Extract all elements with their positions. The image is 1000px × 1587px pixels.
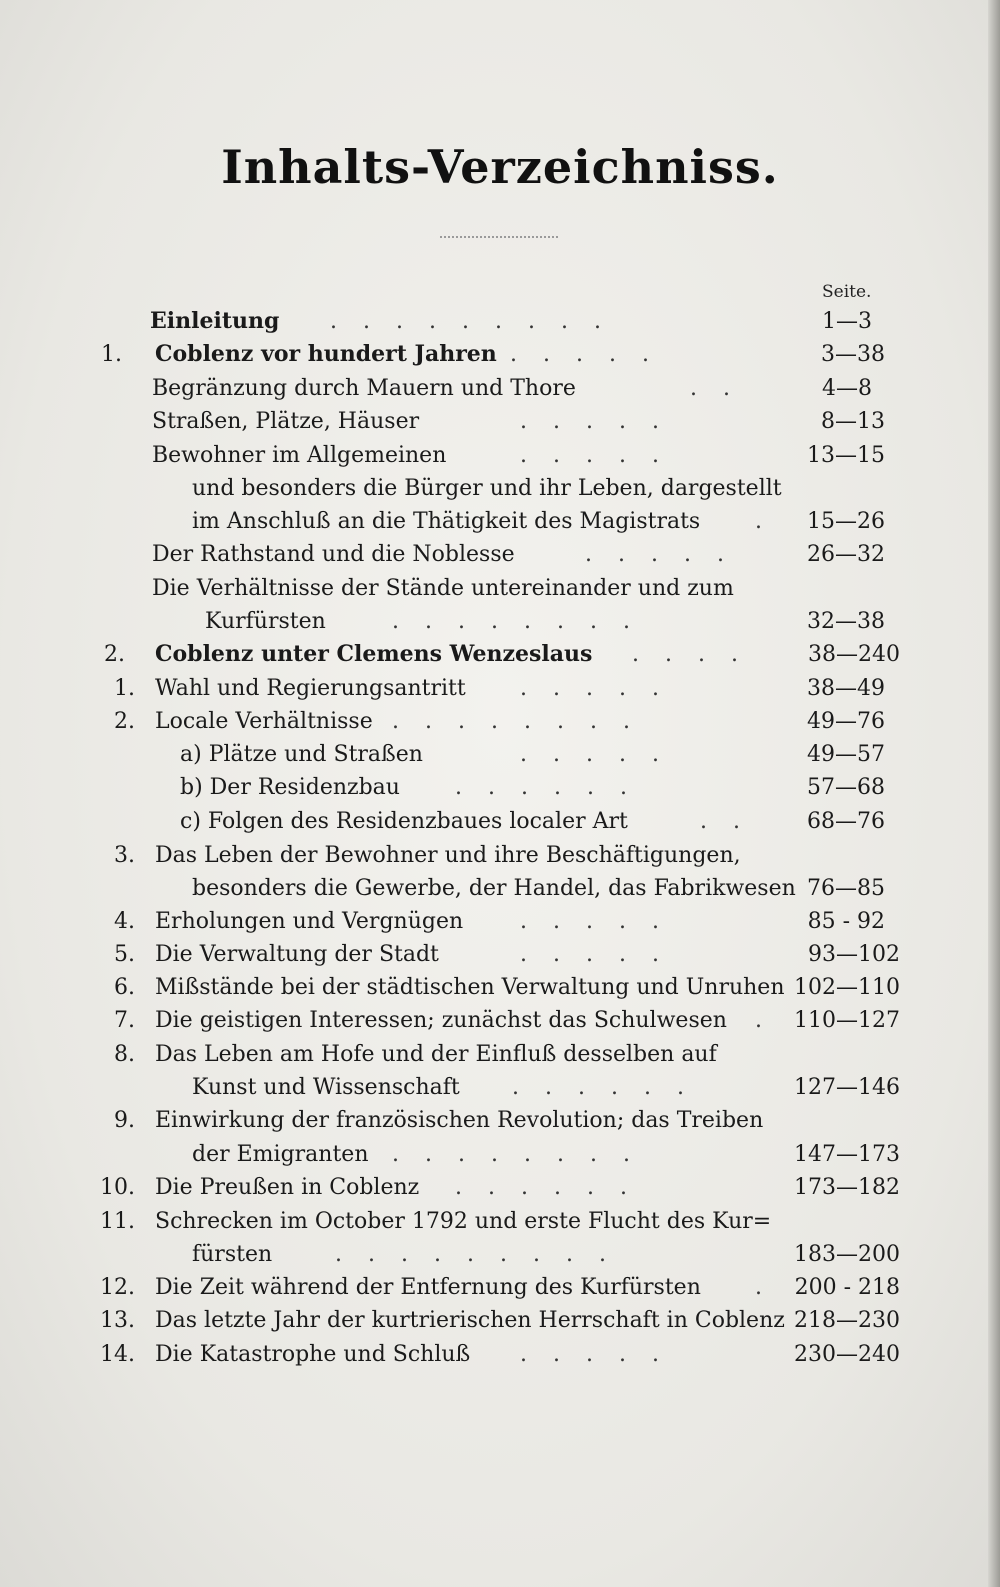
toc-entry — [0, 771, 1000, 804]
leader-dots: ......... — [335, 1242, 632, 1267]
column-header-seite: Seite. — [822, 282, 872, 302]
toc-entry-page: 93—102 — [808, 942, 900, 967]
toc-entry-text: der Emigranten — [192, 1142, 369, 1167]
toc-entry-text: Die Zeit während der Entfernung des Kurfürsten — [155, 1275, 701, 1300]
toc-entry-number: 14. — [100, 1342, 135, 1367]
toc-entry — [0, 1338, 1000, 1371]
toc-entry-page: 102—110 — [794, 975, 900, 1000]
toc-entry-page: 200 - 218 — [794, 1275, 900, 1300]
leader-dots: ..... — [520, 676, 685, 701]
leader-dots: . — [755, 1275, 788, 1300]
toc-entry-page: 4—8 — [822, 376, 872, 401]
toc-entry-page: 173—182 — [794, 1175, 900, 1200]
toc-entry-text: c) Folgen des Residenzbaues localer Art — [180, 809, 628, 834]
leader-dots: ..... — [520, 1342, 685, 1367]
toc-entry — [0, 1138, 1000, 1171]
toc-entry — [0, 605, 1000, 638]
toc-entry — [0, 1038, 1000, 1071]
toc-entry-text: Die Verhältnisse der Stände untereinander und zum — [152, 576, 734, 601]
toc-entry-page: 32—38 — [807, 609, 885, 634]
toc-entry — [0, 372, 1000, 405]
toc-entry — [0, 971, 1000, 1004]
toc-entry — [0, 1104, 1000, 1137]
toc-entry-text: Coblenz vor hundert Jahren — [155, 341, 497, 367]
toc-entry-text: Das Leben der Bewohner und ihre Beschäftigungen, — [155, 843, 741, 868]
toc-entry-text: Das letzte Jahr der kurtrierischen Herrschaft in Coblenz — [155, 1308, 785, 1333]
toc-entry-page: 26—32 — [807, 542, 885, 567]
toc-entry-page: 38—49 — [807, 676, 885, 701]
toc-entry — [0, 1071, 1000, 1104]
toc-entry — [0, 505, 1000, 538]
toc-entry — [0, 1171, 1000, 1204]
toc-entry-text: Erholungen und Vergnügen — [155, 909, 464, 934]
toc-entry-text: Die Verwaltung der Stadt — [155, 942, 439, 967]
leader-dots: ..... — [510, 342, 675, 367]
leader-dots: . — [755, 509, 788, 534]
toc-entry-number: 11. — [100, 1209, 135, 1234]
toc-entry-text: und besonders die Bürger und ihr Leben, dargestellt — [192, 476, 782, 501]
toc-entry-page: 85 - 92 — [807, 909, 885, 934]
page-edge-shadow — [988, 0, 1000, 1587]
toc-entry-text: Wahl und Regierungsantritt — [155, 676, 466, 701]
leader-dots: . — [755, 1008, 788, 1033]
toc-entry-text: Die Katastrophe und Schluß — [155, 1342, 471, 1367]
toc-entry-number: 2. — [114, 709, 135, 734]
toc-entry-page: 15—26 — [807, 509, 885, 534]
leader-dots: ......... — [330, 309, 627, 334]
toc-entry-text: Das Leben am Hofe und der Einfluß desselben auf — [155, 1042, 717, 1067]
leader-dots: .. — [700, 809, 766, 834]
toc-entry-number: 1. — [101, 342, 122, 367]
toc-entry-page: 13—15 — [807, 443, 885, 468]
toc-entry-text: Die geistigen Interessen; zunächst das Schulwesen — [155, 1008, 727, 1033]
toc-entry — [0, 1238, 1000, 1271]
toc-entry-page: 147—173 — [794, 1142, 900, 1167]
toc-entry-page: 57—68 — [807, 775, 885, 800]
toc-entry-text: a) Plätze und Straßen — [180, 742, 423, 767]
leader-dots: ...... — [512, 1075, 710, 1100]
toc-entry — [0, 839, 1000, 872]
toc-entry-text: Kunst und Wissenschaft — [192, 1075, 460, 1100]
toc-entry — [0, 938, 1000, 971]
toc-entry-page: 38—240 — [808, 642, 900, 667]
toc-entry — [0, 405, 1000, 438]
leader-dots: ..... — [520, 742, 685, 767]
toc-entry-number: 8. — [114, 1042, 135, 1067]
toc-entry-text: Bewohner im Allgemeinen — [152, 443, 447, 468]
toc-entry-number: 10. — [100, 1175, 135, 1200]
toc-entry-text: besonders die Gewerbe, der Handel, das Fabrikwesen — [192, 876, 796, 901]
leader-dots: .. — [690, 376, 756, 401]
toc-entry — [0, 872, 1000, 905]
page-title: Inhalts-Verzeichniss. — [221, 140, 779, 194]
toc-entry — [0, 1304, 1000, 1337]
toc-entry — [0, 738, 1000, 771]
toc-entry — [0, 1271, 1000, 1304]
leader-dots: ........ — [392, 1142, 656, 1167]
toc-entry-page: 218—230 — [794, 1308, 900, 1333]
toc-entry — [0, 638, 1000, 671]
toc-entry — [0, 1205, 1000, 1238]
toc-entry — [0, 805, 1000, 838]
leader-dots: ..... — [585, 542, 750, 567]
toc-entry-page: 8—13 — [821, 409, 885, 434]
toc-entry-number: 3. — [114, 843, 135, 868]
toc-entry-page: 110—127 — [794, 1008, 900, 1033]
toc-entry-text: Einleitung — [150, 308, 280, 334]
leader-dots: ...... — [455, 775, 653, 800]
toc-entry-text: Locale Verhältnisse — [155, 709, 373, 734]
leader-dots: ...... — [455, 1175, 653, 1200]
toc-entry — [0, 305, 1000, 338]
toc-entry-page: 183—200 — [794, 1242, 900, 1267]
toc-entry-number: 9. — [114, 1108, 135, 1133]
toc-entry — [0, 472, 1000, 505]
toc-entry — [0, 1004, 1000, 1037]
leader-dots: ..... — [520, 909, 685, 934]
toc-entry-text: Der Rathstand und die Noblesse — [152, 542, 515, 567]
toc-entry — [0, 672, 1000, 705]
leader-dots: ........ — [392, 709, 656, 734]
toc-entry-page: 230—240 — [794, 1342, 900, 1367]
toc-entry-page: 49—57 — [807, 742, 885, 767]
leader-dots: ..... — [520, 942, 685, 967]
toc-entry-page: 3—38 — [821, 342, 885, 367]
toc-entry-page: 1—3 — [822, 309, 872, 334]
toc-entry-page: 68—76 — [807, 809, 885, 834]
toc-entry-text: fürsten — [192, 1242, 273, 1267]
toc-entry-text: Straßen, Plätze, Häuser — [152, 409, 420, 434]
toc-entry-number: 6. — [114, 975, 135, 1000]
toc-entry — [0, 572, 1000, 605]
toc-entry-number: 4. — [114, 909, 135, 934]
toc-entry — [0, 705, 1000, 738]
toc-entry-text: b) Der Residenzbau — [180, 775, 400, 800]
toc-entry-number: 1. — [114, 676, 135, 701]
toc-entry-text: Kurfürsten — [205, 609, 326, 634]
toc-entry-number: 13. — [100, 1308, 135, 1333]
toc-entry-text: Einwirkung der französischen Revolution; das Treiben — [155, 1108, 764, 1133]
leader-dots: ..... — [520, 409, 685, 434]
toc-entry — [0, 905, 1000, 938]
toc-entry-text: Begränzung durch Mauern und Thore — [152, 376, 576, 401]
toc-entry-page: 127—146 — [794, 1075, 900, 1100]
toc-entry-page: 76—85 — [807, 876, 885, 901]
toc-entry — [0, 538, 1000, 571]
leader-dots: ........ — [392, 609, 656, 634]
toc-entry-page: 49—76 — [807, 709, 885, 734]
toc-entry — [0, 338, 1000, 371]
toc-entry-text: Coblenz unter Clemens Wenzeslaus — [155, 641, 593, 667]
toc-entry-number: 7. — [114, 1008, 135, 1033]
toc-entry-text: Schrecken im October 1792 und erste Flucht des Kur= — [155, 1209, 772, 1234]
toc-entry-number: 12. — [100, 1275, 135, 1300]
toc-entry-text: im Anschluß an die Thätigkeit des Magistrats — [192, 509, 701, 534]
toc-entry-number: 2. — [104, 642, 125, 667]
toc-entry-text: Mißstände bei der städtischen Verwaltung und Unruhen — [155, 975, 785, 1000]
leader-dots: ..... — [520, 443, 685, 468]
leader-dots: .... — [632, 642, 764, 667]
toc-entry-text: Die Preußen in Coblenz — [155, 1175, 420, 1200]
toc-entry-number: 5. — [114, 942, 135, 967]
toc-entry — [0, 439, 1000, 472]
